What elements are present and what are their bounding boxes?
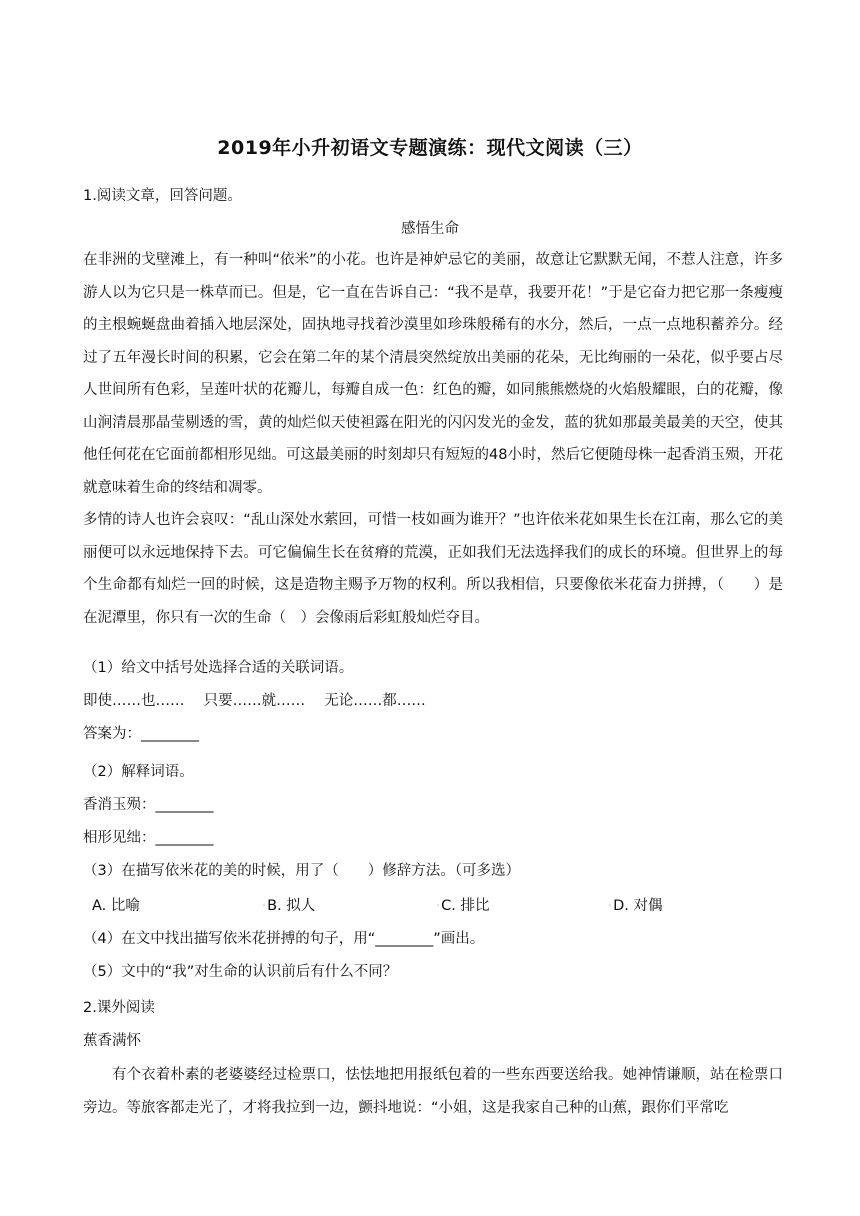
q1-paragraph-1: 在非洲的戈壁滩上，有一种叫“依米”的小花。也许是神妒忌它的美丽，故意让它默默无闻，不惹人注意，许多游人以为它只是一株草而已。但是，它一直在告诉自己：“我不是草，我要开花！”于是它奋力把它那一条瘦瘦的主根蜿蜒盘曲着插入地层深处，固执地寻找着沙漠里如珍珠般稀有的水分，然后，一点一点地积蓄养分。经过了五年漫长时间的积累，它会在第二年的某个清晨突然绽放出美丽的花朵，无比绚丽的一朵花，似乎要占尽人世间所有色彩，呈莲叶状的花瓣儿，每瓣自成一色：红色的瓣，如同熊熊燃烧的火焰般耀眼，白的花瓣，像山涧清晨那晶莹剔透的雪，黄的灿烂似天使袒露在阳光的闪闪发光的金发，蓝的犹如那最美最美的天空，使其他任何花在它面前都相形见绌。可这最美丽的时刻却只有短短的48小时，然后它便随母株一起香消玉殒，开花就意味着生命的终结和凋零。 bbox=[83, 252, 783, 496]
q1-heading: 1.阅读文章，回答问题。 bbox=[83, 188, 242, 204]
page-title: 2019年小升初语文专题演练：现代文阅读（三） bbox=[217, 137, 643, 159]
q1-word1: 香消玉殒：________ bbox=[83, 797, 214, 813]
q2-heading: 2.课外阅读 bbox=[83, 1000, 155, 1016]
option-b-label: B. 拟人 bbox=[267, 898, 316, 914]
q1-choices: 即使……也…… 只要……就…… 无论……都…… bbox=[83, 693, 426, 709]
q1-sub1: （1）给文中括号处选择合适的关联词语。 bbox=[83, 660, 354, 676]
article-title-2: 蕉香满怀 bbox=[83, 1033, 141, 1049]
bullet-icon: ◦ bbox=[436, 902, 441, 910]
q1-answer: 答案为：________ bbox=[83, 726, 199, 742]
q1-sub3: （3）在描写依米花的美的时候，用了（ ）修辞方法。（可多选） bbox=[83, 863, 520, 879]
bullet-icon: ◦ bbox=[608, 902, 613, 910]
q1-sub5: （5）文中的“我”对生命的认识前后有什么不同？ bbox=[83, 964, 398, 980]
q1-sub4: （4）在文中找出描写依米花拼搏的句子，用“________”画出。 bbox=[83, 931, 485, 947]
article-title-1: 感悟生命 bbox=[401, 221, 459, 237]
bullet-icon: ◦ bbox=[262, 902, 267, 910]
option-b bbox=[262, 896, 315, 916]
option-c bbox=[436, 896, 489, 916]
option-a: A. 比喻 bbox=[92, 898, 140, 914]
option-d-label: D. 对偶 bbox=[613, 898, 663, 914]
q1-word2: 相形见绌：________ bbox=[83, 830, 214, 846]
q1-sub2: （2）解释词语。 bbox=[83, 764, 194, 780]
q2-paragraph-1: 有个衣着朴素的老婆婆经过检票口，怯怯地把用报纸包着的一些东西要送给我。她神情谦顺，站在检票口旁边。等旅客都走光了，才将我拉到一边，颤抖地说：“小姐，这是我家自己种的山蕉，跟你们平常吃 bbox=[83, 1067, 783, 1116]
option-c-label: C. 排比 bbox=[441, 898, 490, 914]
q1-paragraph-2: 多情的诗人也许会哀叹：“乱山深处水萦回，可惜一枝如画为谁开？”也许依米花如果生长在江南，那么它的美丽便可以永远地保持下去。可它偏偏生长在贫瘠的荒漠，正如我们无法选择我们的成长的环境。但世界上的每个生命都有灿烂一回的时候，这是造物主赐予万物的权利。所以我相信，只要像依米花奋力拼搏，（ ）是在泥潭里，你只有一次的生命（ ）会像雨后彩虹般灿烂夺目。 bbox=[83, 512, 783, 626]
option-d bbox=[608, 896, 663, 916]
